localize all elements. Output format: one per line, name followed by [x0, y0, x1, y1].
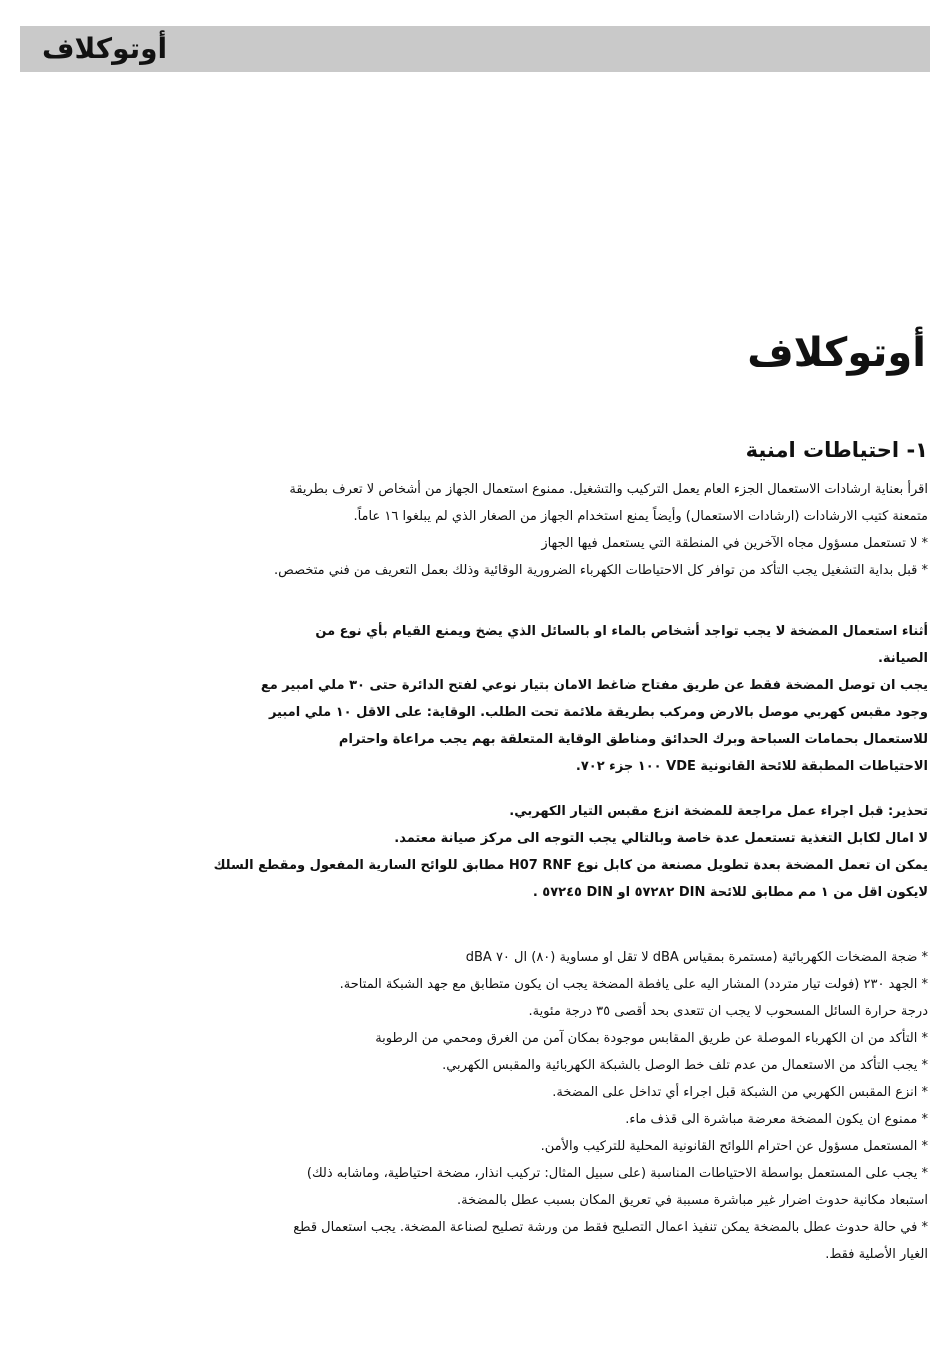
page-title: أوتوكلاف — [747, 330, 926, 376]
intro-paragraph — [60, 476, 928, 584]
spec-line: * ممنوع ان يكون المضخة معرضة مباشرة الى قذف ماء. — [625, 1112, 928, 1127]
warning-line: الاحتياطات المطبقة للائحة القانونية VDE ١٠٠ جزء ٧٠٢. — [575, 759, 928, 774]
spec-line: * التأكد من ان الكهرباء الموصلة عن طريق المقابس موجودة بمكان آمن من الغرق ومحمي من الرطوبة — [375, 1031, 928, 1046]
spec-line: الغيار الأصلية فقط. — [825, 1247, 928, 1262]
spec-line: * الجهد ٢٣٠ (فولت تيار متردد) المشار اليه على يافطة المضخة يجب ان يكون متطابق مع جهد الشبكة المتاحة. — [339, 977, 928, 992]
warning-line: أثناء استعمال المضخة لا يجب تواجد أشخاص بالماء او بالسائل الذي يضخ ويمنع القيام بأي نوع من — [315, 624, 928, 639]
spec-line: * المستعمل مسؤول عن احترام اللوائح القانونية المحلية للتركيب والأمن. — [540, 1139, 928, 1154]
warning-line: يجب ان توصل المضخة فقط عن طريق مفتاح ضاغط الامان بتيار نوعي لفتح الدائرة حتى ٣٠ ملي امبير مع — [260, 678, 928, 693]
section-heading: ١- احتياطات امنية — [745, 438, 928, 462]
warning-line: الصيانة. — [877, 651, 928, 666]
header-title: أوتوكلاف — [42, 32, 168, 65]
warning-paragraph — [60, 618, 928, 780]
spec-line: * ضجة المضخات الكهربائية (مستمرة بمقياس dBA لا تقل او مساوية (٨٠) ال ٧٠ dBA — [465, 950, 928, 965]
caution-line: لا امال لكابل التغذية تستعمل عدة خاصة وبالتالي يجب التوجه الى مركز صيانة معتمد. — [394, 831, 928, 846]
spec-line: * يجب التأكد من الاستعمال من عدم تلف خط الوصل بالشبكة الكهربائية والمقبس الكهربي. — [442, 1058, 928, 1073]
warning-line: وجود مقبس كهربي موصل بالارض ومركب بطريقة ملائمة تحت الطلب. الوقاية: على الاقل ١٠ ملي امبير — [268, 705, 928, 720]
caution-line: يمكن ان تعمل المضخة بعدة تطويل مصنعة من كابل نوع H07 RNF مطابق للوائح السارية المفعول ومقطع السلك — [213, 858, 928, 873]
spec-line: درجة حرارة السائل المسحوب لا يجب ان تتعدى بحد أقصى ٣٥ درجة مئوية. — [528, 1004, 928, 1019]
intro-line: متمعنة كتيب الارشادات (ارشادات الاستعمال) وأيضاً يمنع استخدام الجهاز من الصغار الذي لم يبلغوا ١٦ عاماً. — [353, 509, 928, 524]
caution-paragraph — [60, 798, 928, 906]
intro-line: اقرأ بعناية ارشادات الاستعمال الجزء العام يعمل التركيب والتشغيل. ممنوع استعمال الجهاز من أشخاص لا تعرف بطريقة — [289, 482, 928, 497]
spec-line: استبعاد مكانية حدوث اضرار غير مباشرة مسببة في تعريق المكان بسبب عطل بالمضخة. — [457, 1193, 928, 1208]
spec-line: * يجب على المستعمل بواسطة الاحتياطات المناسبة (على سبيل المثال: تركيب انذار، مضخة احتياطية، وماشابه ذلك) — [306, 1166, 928, 1181]
spec-line: * انزع المقبس الكهربي من الشبكة قبل اجراء أي تداخل على المضخة. — [552, 1085, 928, 1100]
spec-list — [60, 944, 928, 1268]
caution-line: تحذير: قبل اجراء عمل مراجعة للمضخة انزع مقبس التيار الكهربي. — [509, 804, 928, 819]
spec-line: * في حالة حدوث عطل بالمضخة يمكن تنفيذ اعمال التصليح فقط من ورشة تصليح لصناعة المضخة. يجب استعمال قطع — [293, 1220, 928, 1235]
warning-line: للاستعمال بحمامات السباحة وبرك الحدائق ومناطق الوقاية المتعلقة بهم يجب مراعاة واحترام — [338, 732, 928, 747]
caution-line: لايكون اقل من ١ مم مطابق للائحة DIN ٥٧٢٨٢ او DIN ٥٧٢٤٥ . — [532, 885, 928, 900]
intro-line: * لا تستعمل مسؤول مجاه الآخرين في المنطقة التي يستعمل فيها الجهاز — [541, 536, 928, 551]
intro-line: * قبل بداية التشغيل يجب التأكد من توافر كل الاحتياطات الكهرباء الضرورية الوقائية وذلك بعمل التعريف من فني متخصص. — [274, 563, 928, 578]
